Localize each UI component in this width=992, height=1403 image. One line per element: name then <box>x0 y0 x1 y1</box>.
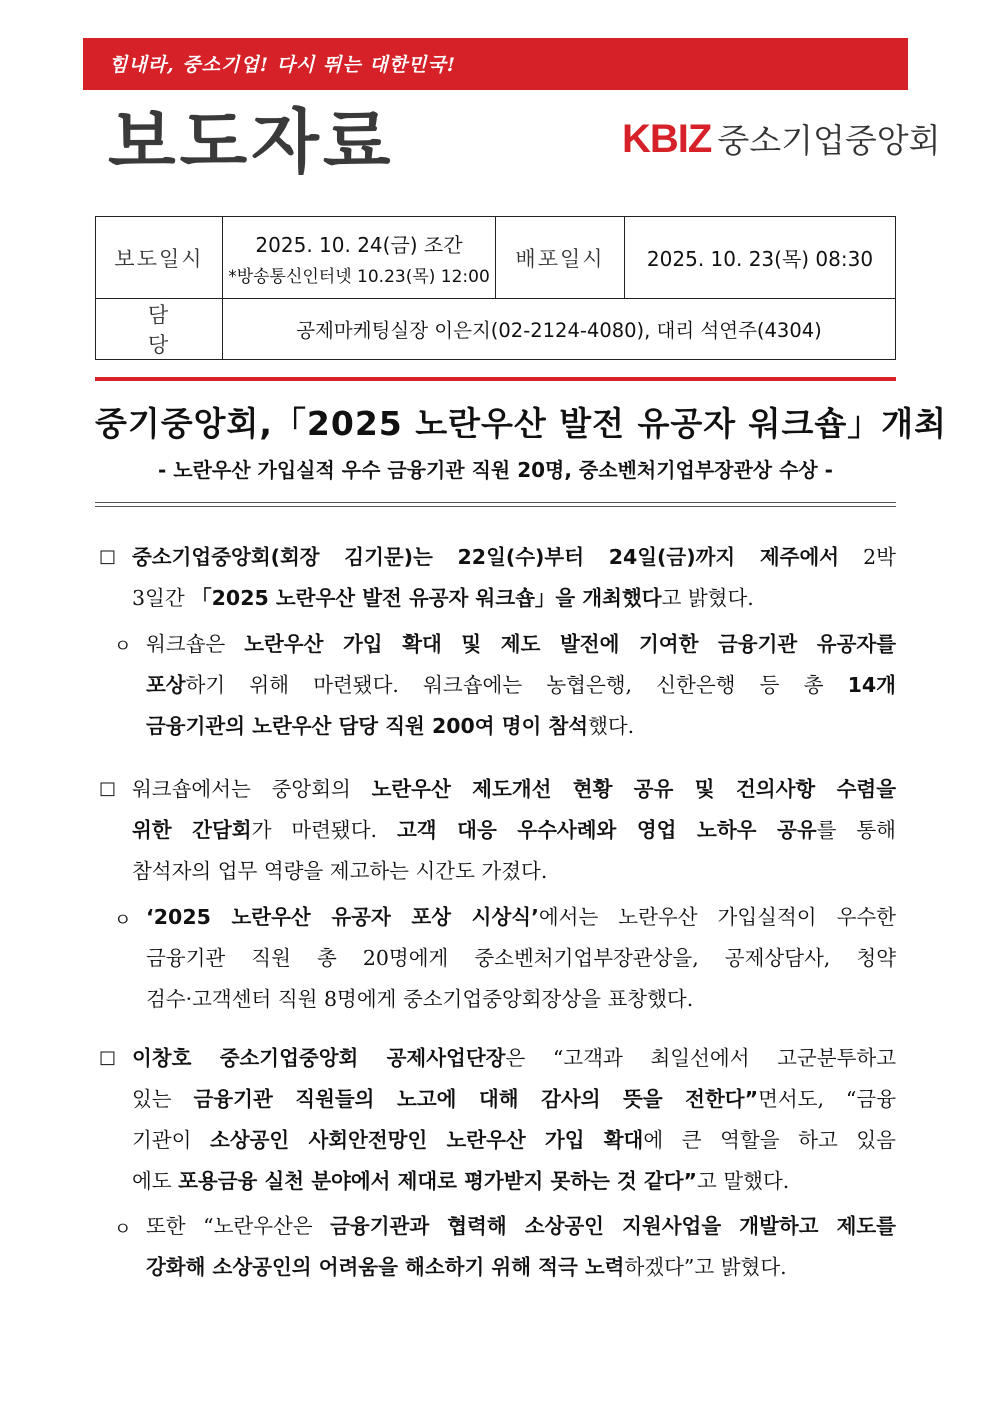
press-release-subtitle: - 노란우산 가입실적 우수 금융기관 직원 20명, 중소벤처기업부장관상 수상 - <box>158 458 833 482</box>
contact-label: 담당 <box>96 299 223 360</box>
body-paragraph-3: 워크숍에서는 중앙회의 노란우산 제도개선 현황 공유 및 건의사항 수렴을 위한 간담회가 마련됐다. 고객 대응 우수사례와 영업 노하우 공유를 통해 참석자의 업무 역량을 제고하는 시간도 가졌다. <box>132 777 896 883</box>
body-paragraph-1: 중소기업중앙회(회장 김기문)는 22일(수)부터 24일(금)까지 제주에서 2박 3일간 「2025 노란우산 발전 유공자 워크숍」을 개최했다고 밝혔다. <box>132 545 896 610</box>
body-paragraph-5: 이창호 중소기업중앙회 공제사업단장은 “고객과 최일선에서 고군분투하고 있는 금융기관 직원들의 노고에 대해 감사의 뜻을 전한다”면서도, “금융 기관이 소상공인 사회안전망인 노란우산 가입 확대에 큰 역할을 하고 있음 에도 포용금융 실천 분야에서 제대로 평가받지 못하는 것 같다”고 말했다. <box>132 1046 897 1193</box>
contact-value: 공제마케팅실장 이은지(02-2124-4080), 대리 석연주(4304) <box>223 299 896 360</box>
body-paragraph-4: ‘2025 노란우산 유공자 포상 시상식’에서는 노란우산 가입실적이 우수한 금융기관 직원 총 20명에게 중소벤처기업부장관상을, 공제상담사, 청약 검수·고객센터 직원 8명에게 중소기업중앙회장상을 표창했다. <box>146 905 896 1011</box>
release-date-cell <box>223 217 496 299</box>
release-date: 2025. 10. 24(금) 조간 <box>255 232 463 257</box>
logo-organization-name: 중소기업중앙회 <box>717 121 941 160</box>
logo-mark: KBIZ <box>622 117 712 161</box>
press-release-title: 중기중앙회,「2025 노란우산 발전 유공자 워크숍」개최 <box>95 404 948 443</box>
press-info-table <box>95 216 896 360</box>
square-bullet-icon: □ <box>99 1047 117 1068</box>
distribution-date: 2025. 10. 23(목) 08:30 <box>625 217 896 299</box>
kbiz-logo <box>622 116 940 170</box>
title-divider-red <box>95 377 896 381</box>
circle-bullet-icon: ㅇ <box>114 636 132 657</box>
body-paragraph-6: 또한 “노란우산은 금융기관과 협력해 소상공인 지원사업을 개발하고 제도를 강화해 소상공인의 어려움을 해소하기 위해 적극 노력하겠다”고 밝혔다. <box>146 1214 896 1279</box>
square-bullet-icon: □ <box>99 778 117 799</box>
circle-bullet-icon: ㅇ <box>114 910 132 931</box>
slogan-text: 힘내라, 중소기업! 다시 뛰는 대한민국! <box>109 54 457 76</box>
slogan-banner <box>83 38 908 90</box>
document-type-heading: 보도자료 <box>108 101 395 183</box>
subtitle-divider-top <box>95 502 896 503</box>
square-bullet-icon: □ <box>99 546 117 567</box>
release-broadcast-note: *방송통신인터넷 10.23(목) 12:00 <box>228 266 490 287</box>
body-paragraph-2: 워크숍은 노란우산 가입 확대 및 제도 발전에 기여한 금융기관 유공자를 포상하기 위해 마련됐다. 워크숍에는 농협은행, 신한은행 등 총 14개 금융기관의 노란우산 담당 직원 200여 명이 참석했다. <box>146 632 896 738</box>
circle-bullet-icon: ㅇ <box>114 1219 132 1240</box>
distribution-date-label: 배포일시 <box>496 217 625 299</box>
release-date-label: 보도일시 <box>96 217 223 299</box>
subtitle-divider-bottom <box>95 506 896 507</box>
